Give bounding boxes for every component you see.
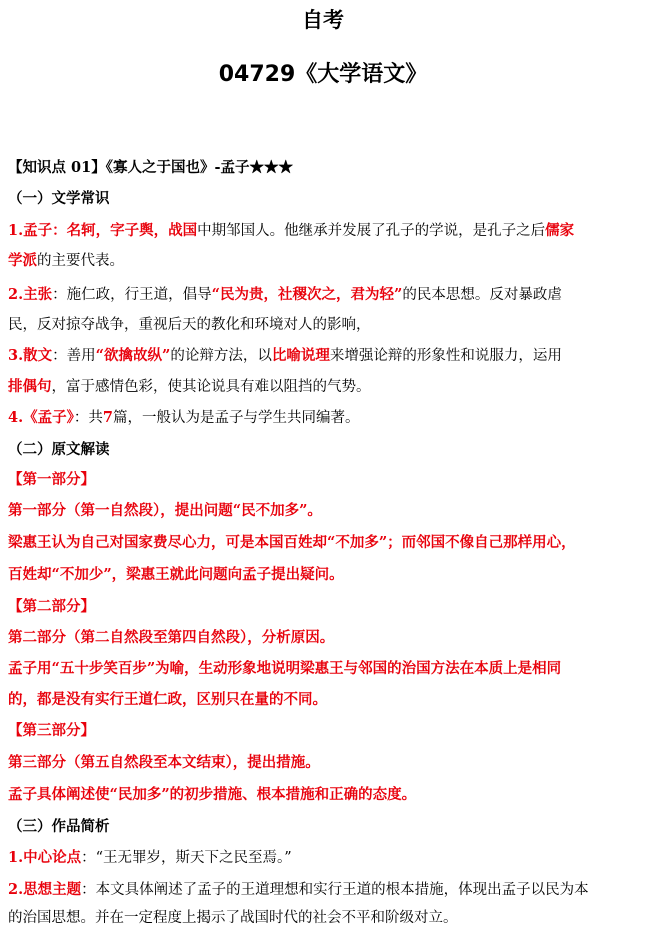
keyword-quote: “欲擒故纵”	[95, 347, 171, 364]
item-label: 主张	[23, 286, 53, 303]
paragraph-prose-line-1	[8, 346, 562, 366]
punctuation: ，	[95, 222, 111, 239]
keyword-quote: “民为贵，社稷次之，君为轻”	[211, 286, 403, 303]
item-label: 中心论点	[23, 849, 82, 866]
keyword-era: 战国	[168, 222, 198, 239]
body-text: ：本文具体阐述了孟子的王道理想和实行王道的根本措施，体现出孟子以民为本	[81, 882, 589, 898]
item-label: 《孟子》	[23, 409, 74, 426]
part-2-detail-line-2: 的，都是没有实行王道仁政，区别只在量的不同。	[8, 691, 327, 708]
item-number: 2.	[8, 881, 24, 898]
part-2-tag: 【第二部分】	[8, 598, 95, 615]
course-title: 04729《大学语文》	[218, 62, 428, 87]
paragraph-ideas-line-2: 民，反对掠夺战争，重视后天的教化和环境对人的影响，	[8, 317, 371, 333]
body-text: 的民本思想。反对暴政虐	[402, 287, 562, 303]
keyword-school: 儒家	[545, 222, 575, 239]
body-text: 的主要代表。	[37, 253, 124, 269]
paragraph-mencius-line-2	[8, 251, 124, 271]
part-1-detail-line-2: 百姓却“不加少”，梁惠王就此问题向孟子提出疑问。	[8, 566, 344, 583]
item-number: 2.	[8, 286, 24, 303]
item-number: 1.	[8, 222, 24, 239]
body-text: ，富于感情色彩，使其论说具有难以阻挡的气势。	[51, 379, 371, 395]
keyword-metaphor: 比喻说理	[271, 347, 330, 364]
keyword-name: 名轲	[66, 222, 96, 239]
part-2-summary: 第二部分（第二自然段至第四自然段），分析原因。	[8, 629, 335, 646]
paragraph-theme-line-1	[8, 880, 589, 900]
item-label: 思想主题	[23, 881, 82, 898]
item-number: 3.	[8, 347, 24, 364]
document-title: 自考	[302, 8, 344, 32]
part-3-tag: 【第三部分】	[8, 722, 95, 739]
paragraph-book-line	[8, 408, 359, 428]
body-text: 的论辩方法，以	[170, 348, 272, 364]
body-text: 篇，一般认为是孟子与学生共同编著。	[112, 410, 360, 426]
item-number: 1.	[8, 849, 24, 866]
part-3-summary: 第三部分（第五自然段至本文结束），提出措施。	[8, 754, 320, 771]
body-text: ：“王无罪岁，斯天下之民至焉。”	[81, 850, 292, 866]
keyword-school: 学派	[8, 252, 37, 269]
body-text: ：施仁政，行王道，倡导	[52, 287, 212, 303]
chapter-count: 7	[102, 409, 113, 426]
keyword-courtesy-name: 字子舆	[110, 222, 154, 239]
part-1-detail-line-1: 梁惠王认为自己对国家费尽心力，可是本国百姓却“不加多”；而邻国不像自己那样用心，	[8, 534, 576, 551]
paragraph-ideas-line-1	[8, 285, 562, 305]
punctuation: ，	[153, 222, 169, 239]
body-text: ：共	[73, 410, 103, 426]
body-text: 来增强论辩的形象性和说服力，运用	[329, 348, 562, 364]
item-number: 4.	[8, 409, 24, 426]
part-2-detail-line-1: 孟子用“五十步笑百步”为喻，生动形象地说明梁惠王与邻国的治国方法在本质上是相同	[8, 660, 562, 677]
knowledge-point-heading: 【知识点 01】《寡人之于国也》-孟子★★★	[8, 159, 293, 176]
section-heading-literary-knowledge: （一）文学常识	[8, 190, 110, 207]
item-label: 孟子	[23, 222, 53, 239]
punctuation: ：	[52, 222, 67, 239]
paragraph-mencius-line-1	[8, 221, 574, 241]
body-text: ：善用	[52, 348, 96, 364]
part-1-summary: 第一部分（第一自然段），提出问题“民不加多”。	[8, 502, 322, 519]
part-1-tag: 【第一部分】	[8, 471, 95, 488]
section-heading-work-analysis: （三）作品简析	[8, 818, 110, 835]
item-label: 散文	[23, 347, 53, 364]
paragraph-prose-line-2	[8, 377, 371, 397]
body-text: 中期邹国人。他继承并发展了孔子的学说，是孔子之后	[197, 223, 546, 239]
part-3-detail-line: 孟子具体阐述使“民加多”的初步措施、根本措施和正确的态度。	[8, 786, 417, 803]
keyword-parallelism: 排偶句	[8, 378, 52, 395]
paragraph-theme-line-2: 的治国思想。并在一定程度上揭示了战国时代的社会不平和阶级对立。	[8, 910, 458, 926]
section-heading-text-reading: （二）原文解读	[8, 441, 110, 458]
paragraph-central-thesis	[8, 848, 292, 868]
